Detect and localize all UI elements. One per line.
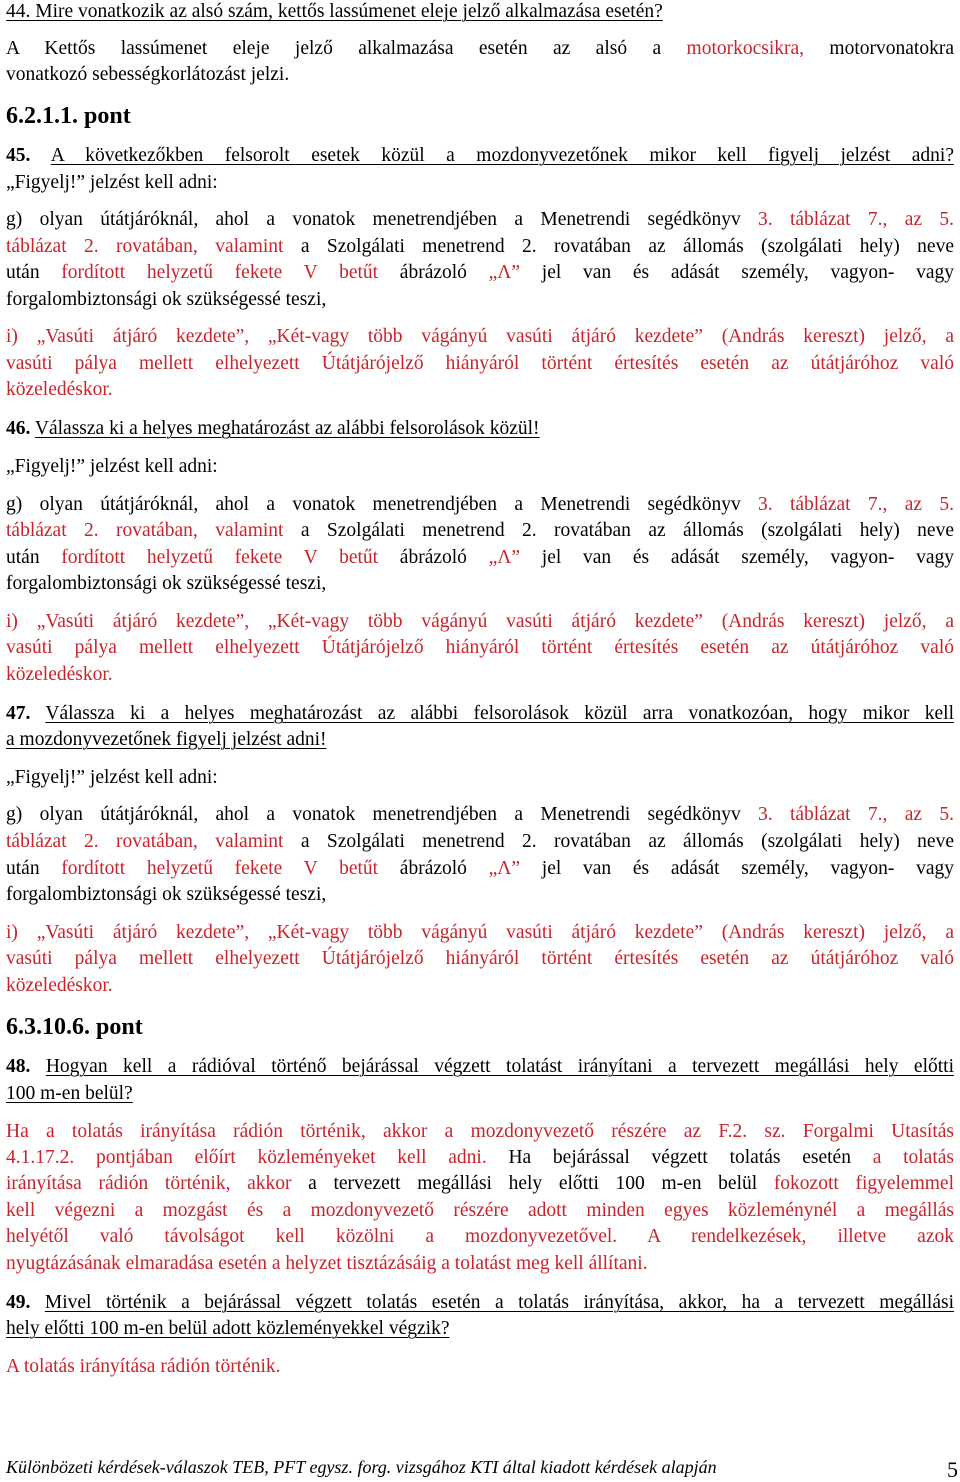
q45-title: 45. A következőkben felsorolt esetek közül a mozdonyvezetőnek mikor kell figyelj jelzést adni? [6,145,954,166]
q47-answer-g-line1: g) olyan útátjáróknál, ahol a vonatok menetrendjében a Menetrendi segédkönyv 3. táblázat 7., az 5. [6,804,954,825]
q47-answer-g-line4: forgalombiztonsági ok szükségessé teszi, [6,884,327,905]
page-footer: Különbözeti kérdések-válaszok TEB, PFT egysz. forg. vizsgához KTI által kiadott kérdések alapján [6,1457,717,1477]
q46-answer-i-line2: vasúti pálya mellett elhelyezett Útátjárójelző hiányáról történt értesítés esetén az útátjáróhoz való [6,637,954,658]
q46-intro: „Figyelj!” jelzést kell adni: [6,456,218,477]
q48-title-line2: 100 m-en belül? [6,1083,133,1104]
q47-answer-i-line2: vasúti pálya mellett elhelyezett Útátjárójelző hiányáról történt értesítés esetén az útátjáróhoz való [6,948,954,969]
q45-answer-i-line1: i) „Vasúti átjáró kezdete”, „Két-vagy több vágányú vasúti átjáró kezdete” (András kereszt) jelző, a [6,326,954,347]
q49-answer: A tolatás irányítása rádión történik. [6,1356,281,1377]
q49-title-line1: 49. Mivel történik a bejárással végzett tolatás esetén a tolatás irányítása, akkor, ha a tervezett megállási [6,1292,954,1313]
q46-answer-g-line2: táblázat 2. rovatában, valamint a Szolgálati menetrend 2. rovatában az állomás (szolgálati hely) neve [6,520,954,541]
q46-answer-i-line1: i) „Vasúti átjáró kezdete”, „Két-vagy több vágányú vasúti átjáró kezdete” (András kereszt) jelző, a [6,611,954,632]
page-number: 5 [947,1457,958,1482]
section-heading-2: 6.3.10.6. pont [6,1014,143,1040]
q47-title-line1: 47. Válassza ki a helyes meghatározást az alábbi felsorolások közül arra vonatkozóan, hogy mikor kell [6,703,954,724]
q45-answer-g-line3: után fordított helyzetű fekete V betűt ábrázoló „Λ” jel van és adását személy, vagyon- vagy [6,262,954,283]
q44-title: 44. Mire vonatkozik az alsó szám, kettős lassúmenet eleje jelző alkalmazása esetén? [6,1,663,22]
section-heading-1: 6.2.1.1. pont [6,103,131,129]
q47-intro: „Figyelj!” jelzést kell adni: [6,767,218,788]
q48-answer-line6: nyugtázásának elmaradása esetén a helyzet tisztázásáig a tolatást meg kell állítani. [6,1253,648,1274]
q49-title-line2: hely előtti 100 m-en belül adott közleményekkel végzik? [6,1318,450,1339]
q48-answer-line3: irányítása rádión történik, akkor a tervezett megállási hely előtti 100 m-en belül fokozott figyelemmel [6,1173,954,1194]
q48-answer-line1: Ha a tolatás irányítása rádión történik, akkor a mozdonyvezető részére az F.2. sz. Forgalmi Utasítás [6,1121,954,1142]
q45-answer-g-line1: g) olyan útátjáróknál, ahol a vonatok menetrendjében a Menetrendi segédkönyv 3. táblázat 7., az 5. [6,209,954,230]
q48-title-line1: 48. Hogyan kell a rádióval történő bejárással végzett tolatást irányítani a tervezett megállási hely előtti [6,1056,955,1077]
q47-answer-g-line3: után fordított helyzetű fekete V betűt ábrázoló „Λ” jel van és adását személy, vagyon- vagy [6,858,954,879]
q47-answer-i-line1: i) „Vasúti átjáró kezdete”, „Két-vagy több vágányú vasúti átjáró kezdete” (András kereszt) jelző, a [6,922,954,943]
q45-answer-i-line2: vasúti pálya mellett elhelyezett Útátjárójelző hiányáról történt értesítés esetén az útátjáróhoz való [6,353,954,374]
q47-answer-g-line2: táblázat 2. rovatában, valamint a Szolgálati menetrend 2. rovatában az állomás (szolgálati hely) neve [6,831,954,852]
q45-answer-g-line4: forgalombiztonsági ok szükségessé teszi, [6,289,327,310]
q45-intro: „Figyelj!” jelzést kell adni: [6,172,218,193]
q46-title: 46. Válassza ki a helyes meghatározást az alábbi felsorolások közül! [6,418,540,439]
q48-answer-line4: kell végezni a mozgást és a mozdonyvezető részére adott minden egyes közleménynél a megállás [6,1200,954,1221]
q48-answer-line5: helyétől való távolságot kell közölni a mozdonyvezetővel. A rendelkezések, illetve azok [6,1226,954,1247]
q46-answer-g-line3: után fordított helyzetű fekete V betűt ábrázoló „Λ” jel van és adását személy, vagyon- vagy [6,547,954,568]
q45-answer-g-line2: táblázat 2. rovatában, valamint a Szolgálati menetrend 2. rovatában az állomás (szolgálati hely) neve [6,236,954,257]
q47-title-line2: a mozdonyvezetőnek figyelj jelzést adni! [6,729,327,750]
q45-answer-i-line3: közeledéskor. [6,379,113,400]
q48-answer-line2: 4.1.17.2. pontjában előírt közleményeket kell adni. Ha bejárással végzett tolatás esetén a tolatás [6,1147,954,1168]
q46-answer-i-line3: közeledéskor. [6,664,113,685]
q47-answer-i-line3: közeledéskor. [6,975,113,996]
q46-answer-g-line4: forgalombiztonsági ok szükségessé teszi, [6,573,327,594]
q44-answer-line1: A Kettős lassúmenet eleje jelző alkalmazása esetén az alsó a motorkocsikra, motorvonatokra [6,38,954,59]
q44-answer-line2: vonatkozó sebességkorlátozást jelzi. [6,64,290,85]
q46-answer-g-line1: g) olyan útátjáróknál, ahol a vonatok menetrendjében a Menetrendi segédkönyv 3. táblázat 7., az 5. [6,494,954,515]
